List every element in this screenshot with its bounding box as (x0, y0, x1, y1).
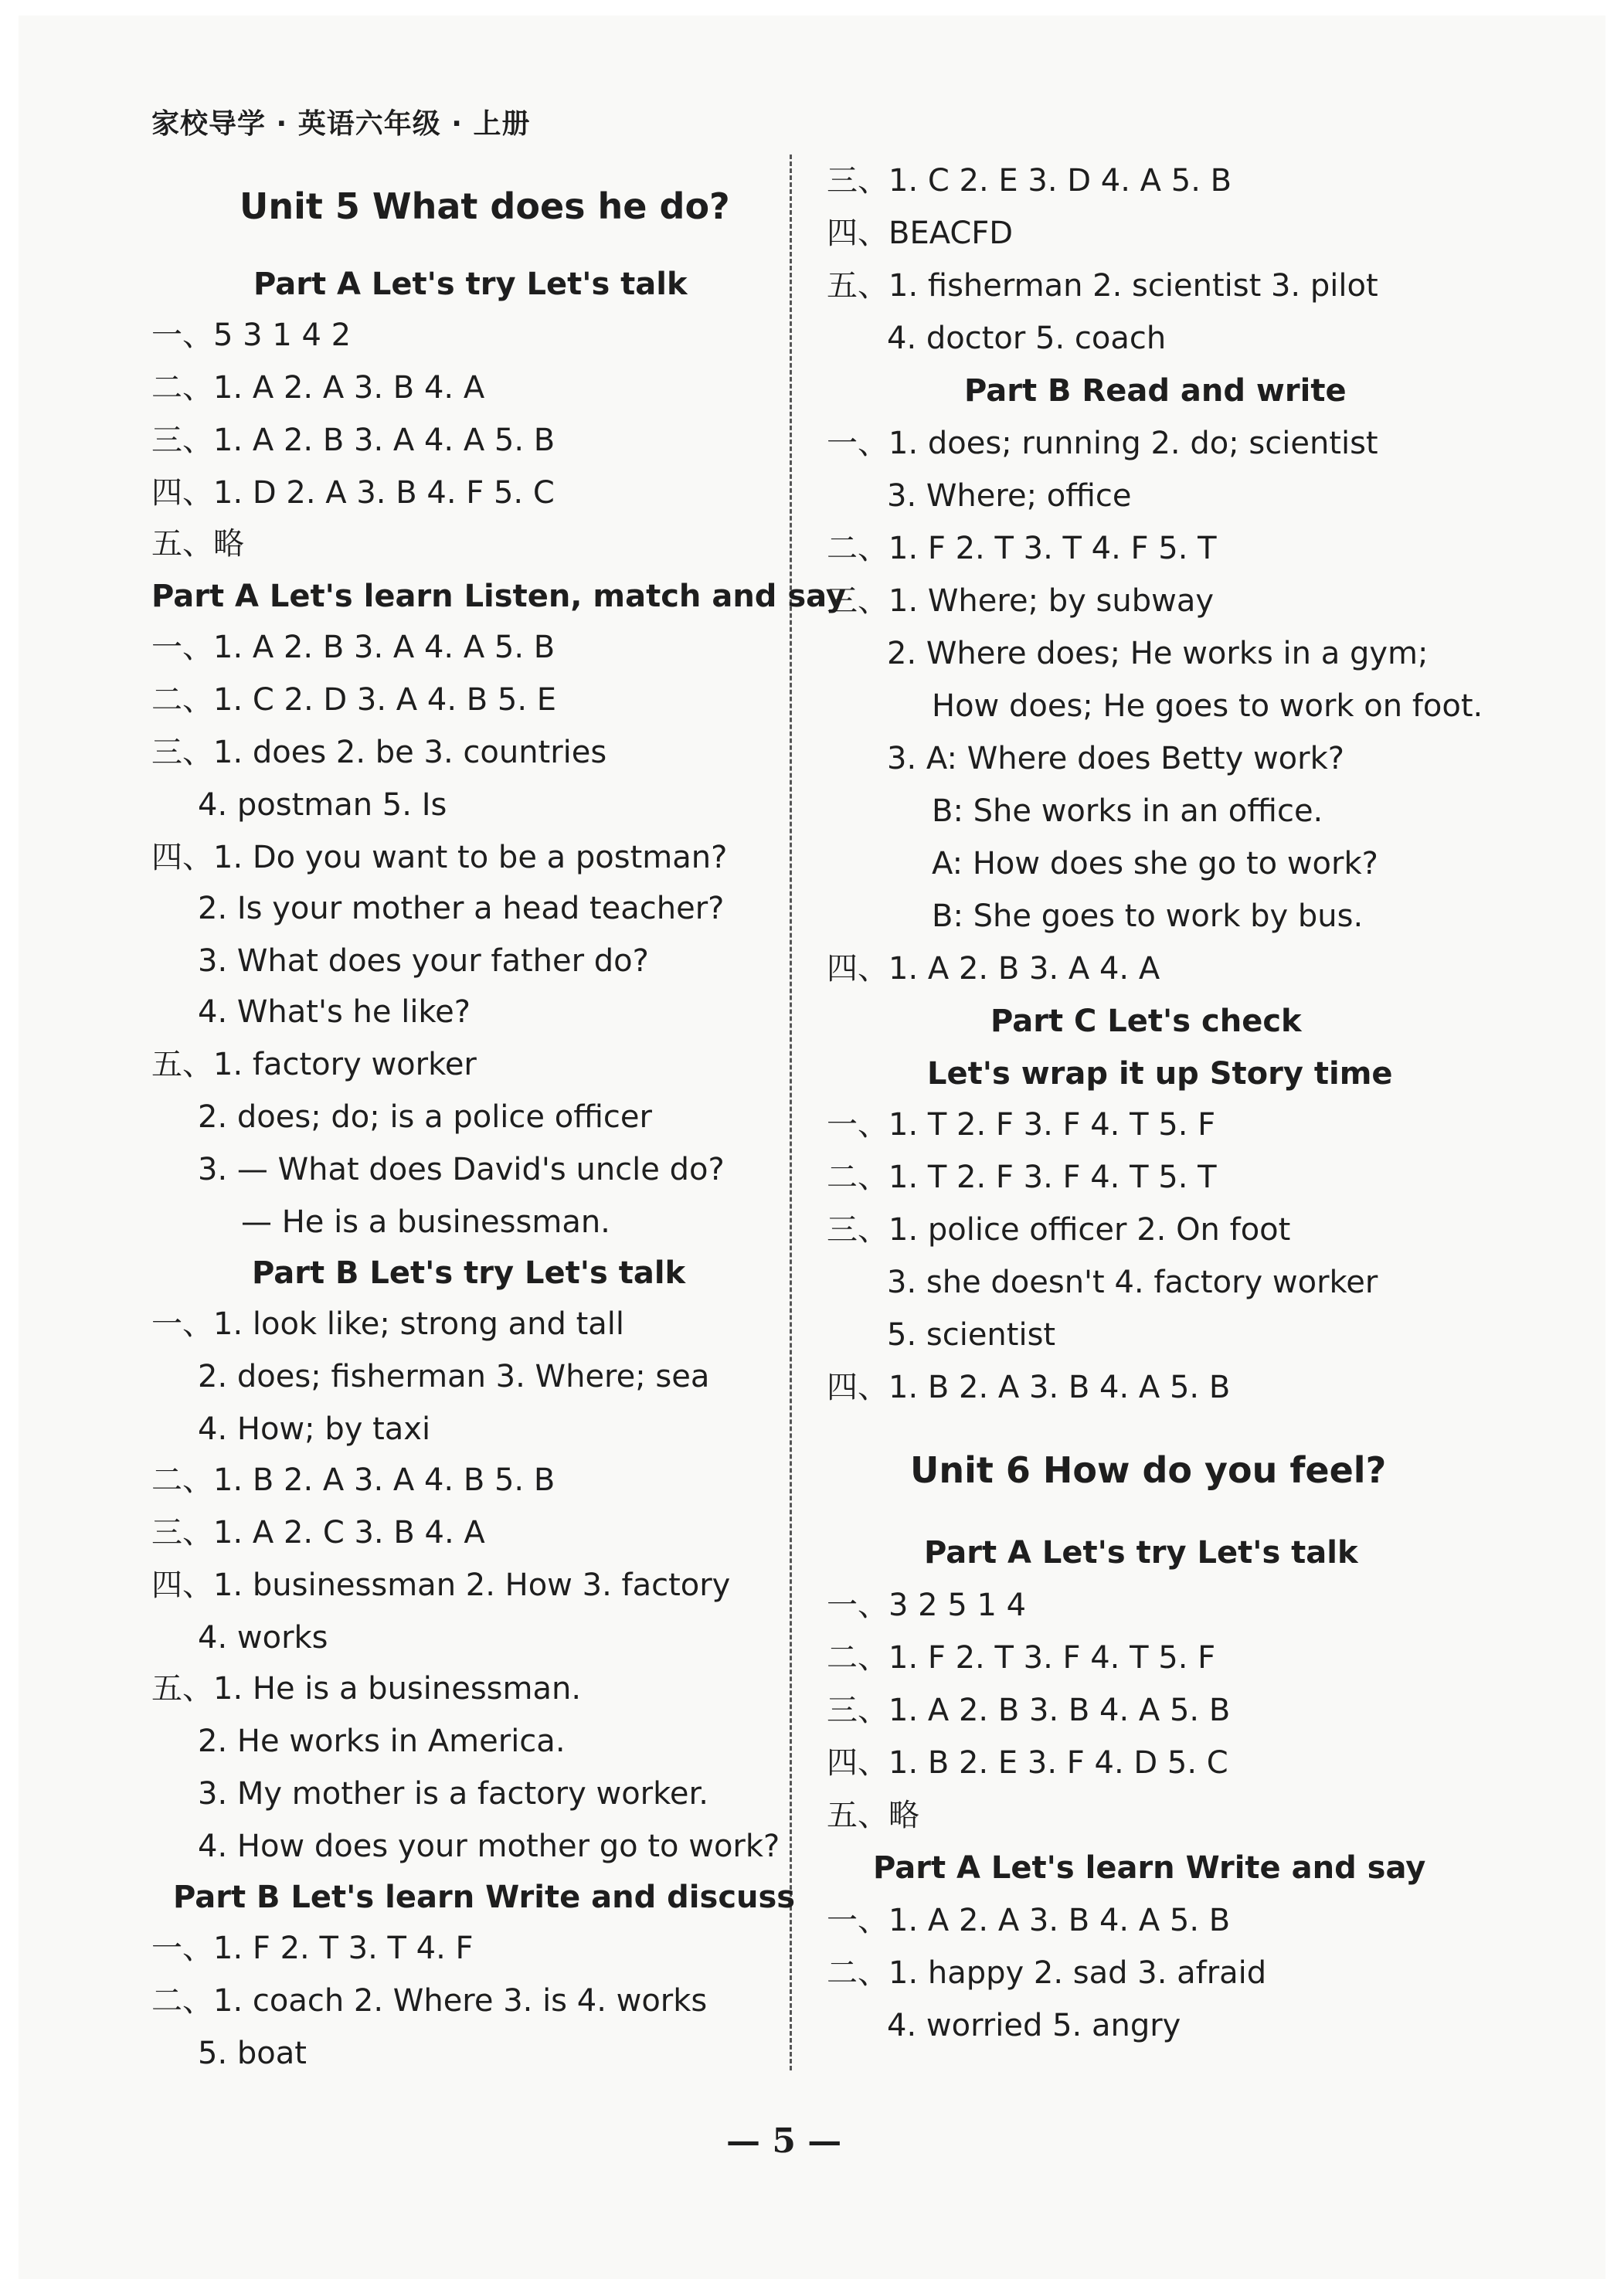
section-heading: Part B Read and write (964, 373, 1347, 409)
answer-line: 二、1. happy 2. sad 3. afraid (827, 1955, 1267, 1991)
answer-line: 四、1. B 2. E 3. F 4. D 5. C (827, 1745, 1228, 1781)
answer-line: 一、1. does; running 2. do; scientist (827, 426, 1378, 461)
answer-line: How does; He goes to work on foot. (932, 688, 1483, 724)
answer-line: 3. she doesn't 4. factory worker (887, 1265, 1378, 1300)
answer-line: 3. Where; office (887, 478, 1132, 514)
section-heading: Part A Let's learn Write and say (873, 1850, 1426, 1886)
answer-line: 2. He works in America. (198, 1724, 566, 1759)
answer-line: 一、1. A 2. A 3. B 4. A 5. B (827, 1903, 1231, 1938)
section-heading: Part B Let's try Let's talk (252, 1255, 686, 1291)
answer-line: 三、1. police officer 2. On foot (827, 1212, 1291, 1248)
unit-title: Unit 5 What does he do? (240, 185, 730, 227)
answer-line: 2. does; do; is a police officer (198, 1099, 652, 1135)
answer-line: 四、BEACFD (827, 216, 1014, 251)
answer-line: 一、5 3 1 4 2 (151, 318, 352, 353)
section-heading: Part B Let's learn Write and discuss (173, 1880, 796, 1915)
answer-line: 4. What's he like? (198, 994, 471, 1030)
answer-line: 2. Is your mother a head teacher? (198, 891, 725, 926)
answer-line: 三、1. A 2. B 3. B 4. A 5. B (827, 1693, 1231, 1728)
answer-line: 二、1. A 2. A 3. B 4. A (151, 370, 485, 406)
answer-line: 四、1. A 2. B 3. A 4. A (827, 951, 1160, 987)
section-heading: Part A Let's learn Listen, match and say (151, 579, 847, 614)
answer-line: 二、1. B 2. A 3. A 4. B 5. B (151, 1462, 555, 1498)
column-divider (790, 155, 792, 2070)
answer-line: 4. worried 5. angry (887, 2008, 1181, 2043)
answer-line: 4. How; by taxi (198, 1411, 431, 1447)
answer-line: B: She goes to work by bus. (932, 898, 1364, 934)
answer-line: B: She works in an office. (932, 793, 1323, 829)
answer-line: 三、1. A 2. B 3. A 4. A 5. B (151, 423, 555, 458)
running-header: 家校导学 · 英语六年级 · 上册 (151, 108, 531, 140)
answer-line: 3. What does your father do? (198, 943, 649, 979)
answer-line: 一、3 2 5 1 4 (827, 1588, 1027, 1623)
answer-line: 一、1. A 2. B 3. A 4. A 5. B (151, 630, 555, 665)
section-heading: Part A Let's try Let's talk (253, 267, 688, 302)
answer-line: 二、1. F 2. T 3. T 4. F 5. T (827, 531, 1217, 566)
answer-line: 五、1. He is a businessman. (151, 1671, 582, 1707)
answer-line: 三、1. C 2. E 3. D 4. A 5. B (827, 163, 1232, 199)
section-heading: Part A Let's try Let's talk (924, 1535, 1358, 1571)
answer-line: 二、1. T 2. F 3. F 4. T 5. T (827, 1160, 1217, 1195)
answer-line: 四、1. Do you want to be a postman? (151, 840, 728, 875)
answer-line: 3. My mother is a factory worker. (198, 1776, 708, 1812)
answer-line: 3. — What does David's uncle do? (198, 1152, 725, 1187)
answer-line: 5. boat (198, 2036, 307, 2071)
answer-line: 一、1. F 2. T 3. T 4. F (151, 1931, 474, 1966)
answer-line: 2. does; fisherman 3. Where; sea (198, 1359, 710, 1394)
answer-line: 4. works (198, 1620, 328, 1656)
section-heading: Part C Let's check (990, 1004, 1302, 1039)
answer-line: 四、1. businessman 2. How 3. factory (151, 1567, 731, 1603)
answer-line: 四、1. D 2. A 3. B 4. F 5. C (151, 475, 555, 511)
answer-line: — He is a businessman. (241, 1204, 610, 1240)
section-heading: Let's wrap it up Story time (927, 1056, 1393, 1092)
answer-line: 二、1. coach 2. Where 3. is 4. works (151, 1983, 708, 2019)
answer-line: 4. doctor 5. coach (887, 321, 1167, 356)
answer-line: 3. A: Where does Betty work? (887, 741, 1344, 776)
answer-line: 五、略 (827, 1798, 919, 1833)
answer-line: 一、1. look like; strong and tall (151, 1306, 624, 1342)
answer-line: 五、1. fisherman 2. scientist 3. pilot (827, 268, 1378, 304)
answer-line: 五、略 (151, 526, 244, 562)
answer-line: 四、1. B 2. A 3. B 4. A 5. B (827, 1370, 1231, 1405)
answer-line: 三、1. Where; by subway (827, 583, 1215, 619)
answer-line: 三、1. does 2. be 3. countries (151, 735, 607, 770)
answer-line: 二、1. C 2. D 3. A 4. B 5. E (151, 682, 557, 718)
answer-line: 5. scientist (887, 1317, 1056, 1353)
answer-line: 4. How does your mother go to work? (198, 1829, 780, 1864)
answer-line: 2. Where does; He works in a gym; (887, 636, 1429, 671)
answer-line: 二、1. F 2. T 3. F 4. T 5. F (827, 1640, 1216, 1676)
answer-line: 五、1. factory worker (151, 1047, 477, 1082)
answer-line: 三、1. A 2. C 3. B 4. A (151, 1515, 485, 1550)
answer-line: 一、1. T 2. F 3. F 4. T 5. F (827, 1107, 1216, 1143)
answer-line: 4. postman 5. Is (198, 787, 447, 823)
answer-line: A: How does she go to work? (932, 846, 1378, 881)
page-number: — 5 — (726, 2121, 842, 2161)
unit-title: Unit 6 How do you feel? (910, 1449, 1387, 1491)
